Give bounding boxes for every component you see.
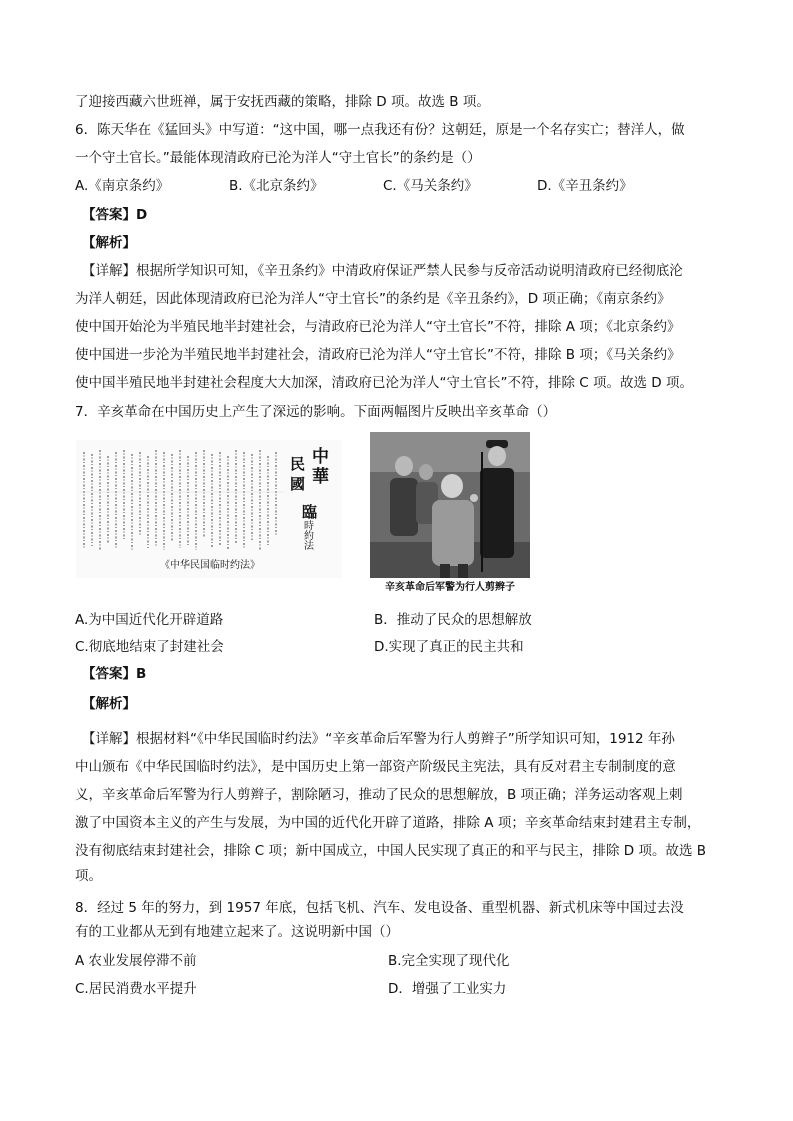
figure2-caption: 辛亥革命后军警为行人剪辫子 [385,582,515,593]
q8-option-d: D．增强了工业实力 [388,981,507,997]
q6-stem-line-2: 一个守土官长。”最能体现清政府已沦为洋人“守土官长”的条约是（） [75,150,481,166]
q7-analysis-label: 【解析】 [82,696,136,712]
q6-analysis-label: 【解析】 [82,235,136,251]
q8-option-a: A 农业发展停滞不前 [75,953,197,969]
q7-stem: 7．辛亥革命在中国历史上产生了深远的影响。下面两幅图片反映出辛亥革命（） [75,404,557,420]
q6-answer: 【答案】D [82,207,148,223]
title-char-min: 民 [290,455,306,473]
figure1-caption: 《中华民国临时约法》 [160,560,260,571]
q6-detail-line-2: 为洋人朝廷，因此体现清政府已沦为洋人“守土官长”的条约是《辛丑条约》，D 项正确；《南京条约》 [75,291,671,307]
q6-option-b: B.《北京条约》 [229,178,324,194]
q7-option-d: D.实现了真正的民主共和 [374,639,524,655]
q7-detail-line-5: 没有彻底结束封建社会，排除 C 项；新中国成立，中国人民实现了真正的和平与民主，排除 D 项。故选 B [75,843,707,859]
q6-detail-line-3: 使中国开始沦为半殖民地半封建社会，与清政府已沦为洋人“守土官长”不符，排除 A 项；《北京条约》 [75,319,681,335]
title-char-hua: 華 [312,467,329,487]
q7-detail-line-4: 激了中国资本主义的产生与发展，为中国的近代化开辟了道路，排除 A 项；辛亥革命结束封建君主专制， [75,815,701,831]
q6-detail-line-5: 使中国半殖民地半封建社会程度大大加深，清政府已沦为洋人“守土官长”不符，排除 C 项。故选 D 项。 [75,375,693,391]
q7-detail-line-3: 义，辛亥革命后军警为行人剪辫子，割除陋习，推动了民众的思想解放，B 项正确；洋务运动客观上刺 [75,787,683,803]
queue-cutting-photo [370,432,530,596]
q7-detail-line-2: 中山颁布《中华民国临时约法》，是中国历史上第一部资产阶级民主宪法，具有反对君主专制制度的意 [75,759,676,775]
q7-option-a: A.为中国近代化开辟道路 [75,612,224,628]
q8-stem-line-1: 8．经过 5 年的努力，到 1957 年底，包括飞机、汽车、发电设备、重型机器、新式机床等中国过去没 [75,900,684,916]
title-char-yue: 約 [304,531,314,542]
q7-option-b: B．推动了民众的思想解放 [374,612,532,628]
q7-detail-line-1: 【详解】根据材料“《中华民国临时约法》“辛亥革命后军警为行人剪辫子”所学知识可知，1912 年孙 [82,731,675,747]
title-char-zhong: 中 [312,447,329,467]
q6-detail-line-1: 【详解】根据所学知识可知，《辛丑条约》中清政府保证严禁人民参与反帝活动说明清政府已经彻底沦 [82,263,683,279]
title-char-guo: 國 [290,475,306,493]
q6-stem-line-1: 6．陈天华在《猛回头》中写道：“这中国，哪一点我还有份？这朝廷，原是一个名存实亡；替洋人，做 [75,122,685,138]
provisional-constitution-image [76,440,342,578]
title-char-lin: 臨 [302,503,318,521]
q8-option-b: B.完全实现了现代化 [388,953,510,969]
title-char-shi: 時 [304,521,314,532]
q6-detail-line-4: 使中国进一步沦为半殖民地半封建社会，清政府已沦为洋人“守土官长”不符，排除 B 项；《马关条约》 [75,347,681,363]
top-fragment: 了迎接西藏六世班禅，属于安抚西藏的策略，排除 D 项。故选 B 项。 [75,94,490,110]
q7-answer: 【答案】B [82,666,147,682]
q7-detail-line-6: 项。 [75,868,102,884]
q6-option-d: D.《辛丑条约》 [537,178,633,194]
title-char-fa: 法 [304,541,314,552]
q6-option-c: C.《马关条约》 [383,178,478,194]
q7-option-c: C.彻底地结束了封建社会 [75,639,224,655]
q6-option-a: A.《南京条约》 [75,178,170,194]
q8-option-c: C.居民消费水平提升 [75,981,197,997]
q8-stem-line-2: 有的工业都从无到有地建立起来了。这说明新中国（） [75,924,399,940]
